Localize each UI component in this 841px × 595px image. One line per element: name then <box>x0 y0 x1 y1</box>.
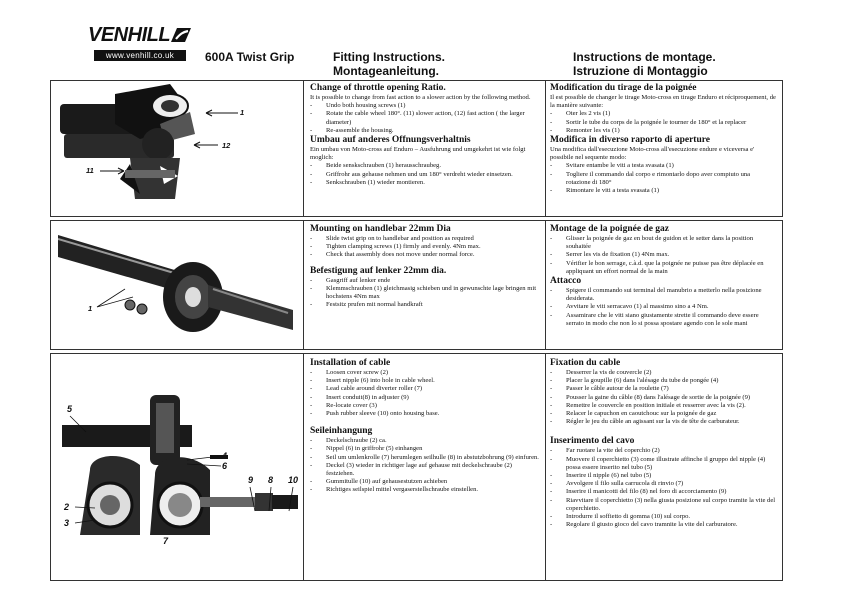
step-item: - Placer la goupille (6) dans l'alésage du tube de pongée (4) <box>550 377 776 385</box>
callout-arrow-1 <box>200 108 240 118</box>
callout-arrows-2-3 <box>73 504 97 528</box>
section-title-en: Installation of cable <box>310 358 391 368</box>
callout-label-clamp-screw: 1 <box>88 304 93 313</box>
steps-en <box>310 235 540 260</box>
callout-lines-8-9-10 <box>245 486 300 514</box>
step-item: - Gummitulle (10) auf gehausestutzen achieben <box>310 478 540 486</box>
brand-name: VENHILL <box>88 24 171 46</box>
callout-label-2: 2 <box>64 502 70 512</box>
callout-label-8: 8 <box>268 475 274 485</box>
step-item: - Beide senskschrauben (1) herausschraubeg. <box>310 162 540 170</box>
steps-fr <box>550 235 776 276</box>
steps-en <box>310 369 540 418</box>
step-item: - Lead cable around diverter roller (7) <box>310 385 540 393</box>
step-item: - Oter les 2 vis (1) <box>550 110 776 118</box>
panel3-divider-lang <box>545 353 546 580</box>
step-item: - Richtiges seilspiel mittel vergaserstellschraube einstellen. <box>310 486 540 494</box>
panel3-divider-image <box>303 353 304 580</box>
brand-swoosh-icon <box>168 25 194 45</box>
step-item: - Loosen cover screw (2) <box>310 369 540 377</box>
step-item: - Togliere il commando dal corpo e rimontarlo dopo aver compiuto una rotazione di 180° <box>550 171 776 187</box>
title-fitting-instructions: Fitting Instructions. <box>333 50 445 64</box>
callout-label-10: 10 <box>288 475 299 485</box>
callout-label-3: 3 <box>64 518 70 528</box>
callout-label-11: 11 <box>86 166 94 175</box>
step-item: - Glisser la poignée de gaz en bout de guidon et le setter dans la position souhaitée <box>550 235 776 251</box>
title-istruzione-montaggio: Istruzione di Montaggio <box>573 64 708 78</box>
title-instructions-montage: Instructions de montage. <box>573 50 716 64</box>
intro-en: It is possible to change from fast action to a slower action by the following method. <box>310 94 531 101</box>
callout-label-5: 5 <box>67 404 73 414</box>
step-item: - Avvitare le viti serracavo (1) al massimo sino a 4 Nm. <box>550 303 776 311</box>
panel1-english-german <box>310 83 540 187</box>
step-item: - Re-assemble the housing. <box>310 127 540 135</box>
step-item: - Deckel (3) wieder in richtiger lage auf gehause mit deckelschraube (2) festziehen. <box>310 462 540 478</box>
step-item: - Avvolgere il filo sulla carrucola di rinvio (7) <box>550 480 776 488</box>
step-item: - Tighten clamping screws (1) firmly and evenly. 4Nm max. <box>310 243 540 251</box>
callout-label-12: 12 <box>222 141 231 150</box>
steps-it <box>550 447 776 529</box>
step-item: - Senkschrauben (1) wieder montieren. <box>310 179 540 187</box>
step-item: - Insert nipple (6) into hole in cable wheel. <box>310 377 540 385</box>
callout-line-5 <box>68 414 88 434</box>
step-item: - Passer le câble autour de la roulette (7) <box>550 385 776 393</box>
section-title-de: Umbau auf anderes Offnungsverhaltnis <box>310 135 471 146</box>
callout-label-1: 1 <box>240 108 245 117</box>
steps-de <box>310 277 540 310</box>
callout-arrow-11 <box>98 166 128 176</box>
section-title-de: Seileinhangung <box>310 426 373 437</box>
step-item: - Klemmschrauben (1) gleichmasig schieben und in gewunschte lage bringen mit hochstens 4Nm max <box>310 285 540 301</box>
step-item: - Push rubber sleeve (10) onto housing base. <box>310 410 540 418</box>
panel1-french-italian <box>550 83 776 195</box>
step-item: - Serrer les vis de fixation (1) 4Nm max. <box>550 251 776 259</box>
step-item: - Inserire il nipple (6) nel tubo (5) <box>550 472 776 480</box>
steps-fr <box>550 110 776 135</box>
step-item: - Rotate the cable wheel 180°. (11) slower action, (12) fast action ( the larger diameter) <box>310 110 540 126</box>
panel2-french-italian <box>550 224 776 328</box>
step-item: - Rimontare le viti a testa svasata (1) <box>550 187 776 195</box>
step-item: - Introdurre il soffietto di gomma (10) sul corpo. <box>550 513 776 521</box>
step-item: - Riavvitare il coperchietto (3) nella giusta posizione sul corpo tramite la vite del coperchietto. <box>550 497 776 513</box>
section-title-it: Inserimento del cavo <box>550 436 635 447</box>
intro-it: Una modifica dall'esecuzione Moto-cross all'esecuzione endure e viceversa e' possibile nel sequente modo: <box>550 146 755 162</box>
callout-lines-clamp-screw <box>95 285 135 310</box>
panel2-english-german <box>310 224 540 309</box>
brand-url: www.venhill.co.uk <box>94 50 186 61</box>
step-item: - Remettre le couvercle en position initiale et resserrer avec la vis (2). <box>550 402 776 410</box>
section-title-de: Befestigung auf lenker 22mm dia. <box>310 265 447 276</box>
callout-label-9: 9 <box>248 475 254 485</box>
steps-it <box>550 162 776 195</box>
steps-de <box>310 162 540 187</box>
step-item: - Seil um umlenkrolle (7) herumlegen seilhulle (8) in abstutzbohrung (9) einfuren. <box>310 454 540 462</box>
step-item: - Nippel (6) in griffrohr (5) einhangen <box>310 445 540 453</box>
step-item: - Far ruotare la vite del coperchio (2) <box>550 447 776 455</box>
section-title-fr: Modification du tirage de la poignée <box>550 83 697 93</box>
intro-fr: Il est possible de changer le tirage Moto-cross en tirage Enduro et réciproquement, de la manière suivante: <box>550 94 776 110</box>
panel2-divider-image <box>303 220 304 349</box>
steps-fr <box>550 369 776 426</box>
step-item: - Desserrer la vis de couvercle (2) <box>550 369 776 377</box>
section-title-en: Change of throttle opening Ratio. <box>310 83 446 93</box>
callout-label-6: 6 <box>222 461 228 471</box>
step-item: - Deckelschraube (2) ca. <box>310 437 540 445</box>
steps-it <box>550 287 776 328</box>
step-item: - Inserire il manicotti del filo (8) nel foro di accorciamento (9) <box>550 488 776 496</box>
handlebar-clamp-illustration <box>58 225 298 343</box>
product-name: 600A Twist Grip <box>205 50 295 64</box>
step-item: - Muovere il coperchietto (3) come illustrate affinche il gruppo del nipple (4) possa essere inserito nel tubo (5) <box>550 456 776 472</box>
callout-label-4: 4 <box>222 451 228 461</box>
section-title-fr: Fixation du cable <box>550 358 621 368</box>
step-item: - Vérifier le bon serrage, c.à.d. que la poignée ne puisse pas être déplacée en appliquant un effort normal de la main <box>550 260 776 276</box>
section-title-fr: Montage de la poignée de gaz <box>550 224 670 234</box>
section-title-it: Attacco <box>550 276 582 287</box>
step-item: - Check that assembly does not move under normal force. <box>310 251 540 259</box>
callout-arrow-12 <box>190 140 220 150</box>
panel2-divider-lang <box>545 220 546 349</box>
step-item: - Assamirare che le viti siano giustamente strette il commando deve essere serrato in modo che non lo si possa spostare agendo con le sole mani <box>550 312 776 328</box>
panel1-divider-image <box>303 80 304 216</box>
venhill-logo <box>88 22 196 68</box>
callout-label-7: 7 <box>163 536 169 546</box>
step-item: - Undo both housing screws (1) <box>310 102 540 110</box>
step-item: - Gasgriff auf lenker ende <box>310 277 540 285</box>
step-item: - Slide twist grip on to handlebar and position as required <box>310 235 540 243</box>
step-item: - Insert conduit(8) in adjuster (9) <box>310 394 540 402</box>
panel3-english-german <box>310 358 540 495</box>
step-item: - Festsitz prufen mit normal handkraft <box>310 301 540 309</box>
step-item: - Re-locate cover (3) <box>310 402 540 410</box>
intro-de: Ein umbau von Moto-cross auf Enduro – Ausfuhrung und umgekehrt ist wie folgt moglich: <box>310 146 526 162</box>
panel3-french-italian <box>550 358 776 529</box>
step-item: - Relacer le capuchon en caoutchouc sur la poignée de gaz <box>550 410 776 418</box>
step-item: - Sortir le tube du corps de la poignée le tourner de 180° et la replacer <box>550 119 776 127</box>
step-item: - Pousser la gaine du câble (8) dans l'alésage de sortie de la poignée (9) <box>550 394 776 402</box>
step-item: - Remonter les vis (1) <box>550 127 776 135</box>
title-montageanleitung: Montageanleitung. <box>333 64 439 78</box>
step-item: - Spigere il commando sui terminal del manubrio a metterlo nella posizione desiderata. <box>550 287 776 303</box>
step-item: - Griffrohr aus gehause nehmen und um 180° verdreht wieder einsetzen. <box>310 171 540 179</box>
callout-lines-4-6 <box>185 452 222 470</box>
section-title-it: Modifica in diverso raporto di aperture <box>550 135 710 146</box>
step-item: - Regolare il giusto gioco del cavo tramnite la vite del carburatore. <box>550 521 776 529</box>
step-item: - Svitare entambe le viti a testa svasata (1) <box>550 162 776 170</box>
steps-en <box>310 102 540 135</box>
panel1-divider-lang <box>545 80 546 216</box>
steps-de <box>310 437 540 494</box>
step-item: - Régler le jeu du câble an agissant sur la vis de tête de carburateur. <box>550 418 776 426</box>
section-title-en: Mounting on handlebar 22mm Dia <box>310 224 451 234</box>
